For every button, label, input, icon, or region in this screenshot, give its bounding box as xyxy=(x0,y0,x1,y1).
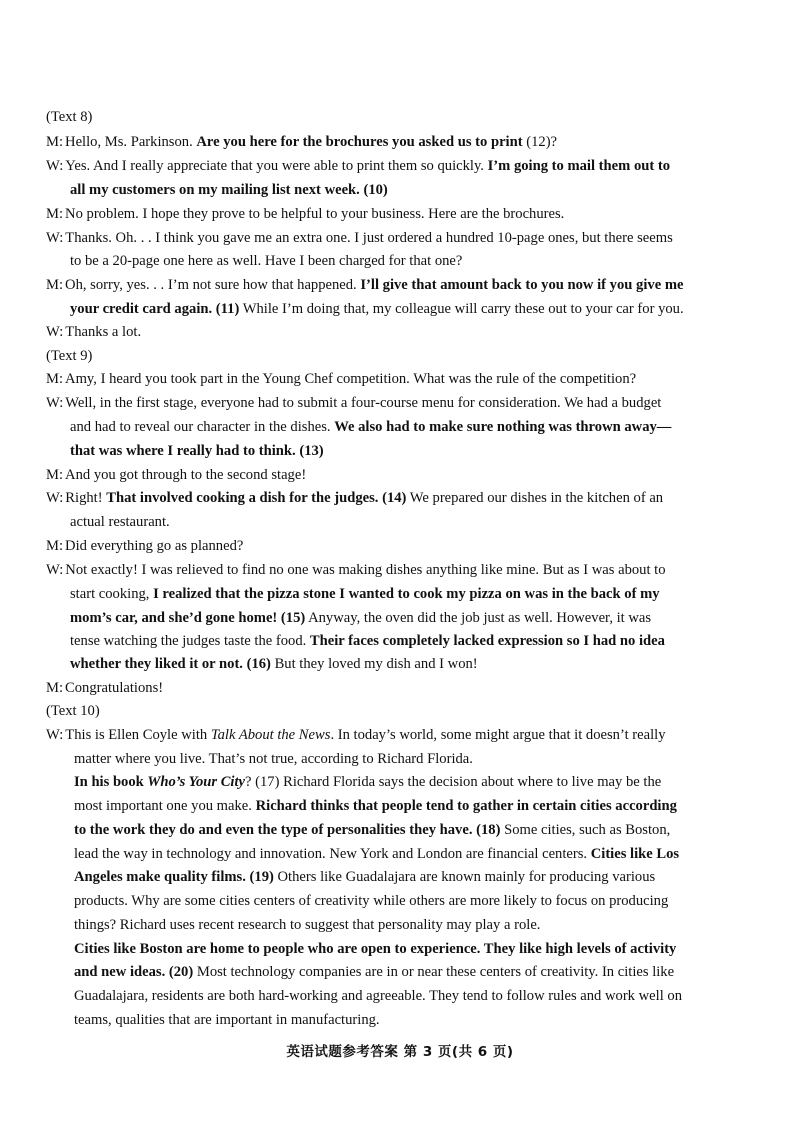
text10-line-7: Angeles make quality films. (19) Others like Guadalajara are known mainly for producing various xyxy=(74,869,656,885)
speaker-label: M: xyxy=(46,467,64,483)
text9-line-5: M: And you got through to the second stage! xyxy=(46,467,307,483)
answer-highlight: whether they liked it or not. (16) xyxy=(70,656,271,672)
answer-highlight: Cities like Boston are home to people who are open to experience. They like high levels of activity xyxy=(74,941,677,957)
speaker-label: M: xyxy=(46,371,64,387)
text9-heading: (Text 9) xyxy=(46,348,93,364)
text8-line-7: M: Oh, sorry, yes. . . I’m not sure how that happened. I’ll give that amount back to you now if you give me xyxy=(46,277,684,293)
answer-highlight: Cities like Los xyxy=(590,846,680,862)
text9-line-2: W: Well, in the first stage, everyone had to submit a four-course menu for consideration. We had a budget xyxy=(46,395,662,411)
answer-highlight: Their faces completely lacked expression so I had no idea xyxy=(309,633,665,649)
text8-heading: (Text 8) xyxy=(46,109,93,125)
speaker-label: W: xyxy=(46,158,64,174)
text8-line-1: M: Hello, Ms. Parkinson. Are you here for the brochures you asked us to print (12)? xyxy=(46,134,558,150)
speaker-label: W: xyxy=(46,490,64,506)
text9-line-11: mom’s car, and she’d gone home! (15) Anyway, the oven did the job just as well. However, it was xyxy=(70,610,652,626)
answer-highlight: Richard thinks that people tend to gather in certain cities according xyxy=(255,798,677,814)
answer-highlight: and new ideas. (20) xyxy=(74,964,194,980)
speaker-label: M: xyxy=(46,680,64,696)
answer-highlight: That involved cooking a dish for the judges. (14) xyxy=(106,490,407,506)
text10-line-12: Guadalajara, residents are both hard-working and agreeable. They tend to follow rules and work well on xyxy=(74,988,682,1004)
text10-line-5: to the work they do and even the type of personalities they have. (18) Some cities, such as Boston, xyxy=(74,822,671,838)
text10-line-6: lead the way in technology and innovation. New York and London are financial centers. Cities like Los xyxy=(74,846,680,862)
program-title: Talk About the News xyxy=(210,727,331,743)
book-title: Who’s Your City xyxy=(147,774,246,790)
answer-highlight: I’m going to mail them out to xyxy=(487,158,671,174)
answer-highlight: to the work they do and even the type of personalities they have. (18) xyxy=(74,822,501,838)
speaker-label: W: xyxy=(46,727,64,743)
text10-line-11: and new ideas. (20) Most technology companies are in or near these centers of creativity. In cities like xyxy=(74,964,675,980)
text9-line-7: actual restaurant. xyxy=(70,514,170,530)
text10-line-10 xyxy=(74,939,758,959)
text10-line-1: W: This is Ellen Coyle with Talk About the News. In today’s world, some might argue that it doesn’t really xyxy=(46,727,666,743)
text9-line-8: M: Did everything go as planned? xyxy=(46,538,244,554)
text10-line-4: most important one you make. Richard thinks that people tend to gather in certain cities according xyxy=(74,798,677,814)
text8-line-2: W: Yes. And I really appreciate that you were able to print them so quickly. I’m going to mail them out to xyxy=(46,158,671,174)
text9-line-4 xyxy=(70,441,758,461)
text9-line-6: W: Right! That involved cooking a dish for the judges. (14) We prepared our dishes in the kitchen of an xyxy=(46,490,664,506)
text9-line-9: W: Not exactly! I was relieved to find no one was making dishes anything like mine. But as I was about to xyxy=(46,562,666,578)
text9-line-14: M: Congratulations! xyxy=(46,680,164,696)
answer-highlight: your credit card again. (11) xyxy=(70,301,240,317)
text8-line-5: W: Thanks. Oh. . . I think you gave me an extra one. I just ordered a hundred 10-page ones, but there seems xyxy=(46,230,673,246)
text8-line-6: to be a 20-page one here as well. Have I been charged for that one? xyxy=(70,253,463,269)
answer-highlight: I’ll give that amount back to you now if you give me xyxy=(360,277,684,293)
answer-highlight: In his book xyxy=(74,774,148,790)
text10-line-9: things? Richard uses recent research to suggest that personality may play a role. xyxy=(74,917,541,933)
answer-highlight: I realized that the pizza stone I wanted to cook my pizza on was in the back of my xyxy=(153,586,660,602)
speaker-label: W: xyxy=(46,230,64,246)
answer-highlight: mom’s car, and she’d gone home! (15) xyxy=(70,610,306,626)
text8-line-8: your credit card again. (11) While I’m doing that, my colleague will carry these out to your car for you. xyxy=(70,301,684,317)
speaker-label: M: xyxy=(46,134,64,150)
text9-line-13: whether they liked it or not. (16) But they loved my dish and I won! xyxy=(70,656,478,672)
text9-line-3: and had to reveal our character in the dishes. We also had to make sure nothing was thrown away— xyxy=(70,419,672,435)
speaker-label: W: xyxy=(46,324,64,340)
text9-line-10: start cooking, I realized that the pizza stone I wanted to cook my pizza on was in the back of my xyxy=(70,586,660,602)
speaker-label: M: xyxy=(46,538,64,554)
text10-line-2: matter where you live. That’s not true, according to Richard Florida. xyxy=(74,751,473,767)
speaker-label: W: xyxy=(46,562,64,578)
text8-line-4: M: No problem. I hope they prove to be helpful to your business. Here are the brochures. xyxy=(46,206,565,222)
answer-highlight: all my customers on my mailing list next week. (10) xyxy=(70,182,388,198)
text10-heading: (Text 10) xyxy=(46,703,100,719)
text10-line-13: teams, qualities that are important in manufacturing. xyxy=(74,1012,380,1028)
speaker-label: W: xyxy=(46,395,64,411)
text8-line-3 xyxy=(70,180,758,200)
answer-highlight: Angeles make quality films. (19) xyxy=(74,869,274,885)
page-footer: 英语试题参考答案 第 3 页(共 6 页) xyxy=(286,1044,514,1060)
text10-line-3: In his book Who’s Your City? (17) Richard Florida says the decision about where to live may be the xyxy=(74,774,662,790)
speaker-label: M: xyxy=(46,277,64,293)
text10-line-8: products. Why are some cities centers of creativity while others are more likely to focus on producing xyxy=(74,893,669,909)
answer-highlight: Are you here for the brochures you asked us to print xyxy=(196,134,523,150)
text8-line-9: W: Thanks a lot. xyxy=(46,324,142,340)
text9-line-12: tense watching the judges taste the food. Their faces completely lacked expression so I had no idea xyxy=(70,633,665,649)
answer-highlight: We also had to make sure nothing was thrown away— xyxy=(334,419,672,435)
answer-highlight: that was where I really had to think. (13) xyxy=(70,443,324,459)
text9-line-1: M: Amy, I heard you took part in the Young Chef competition. What was the rule of the competition? xyxy=(46,371,637,387)
speaker-label: M: xyxy=(46,206,64,222)
